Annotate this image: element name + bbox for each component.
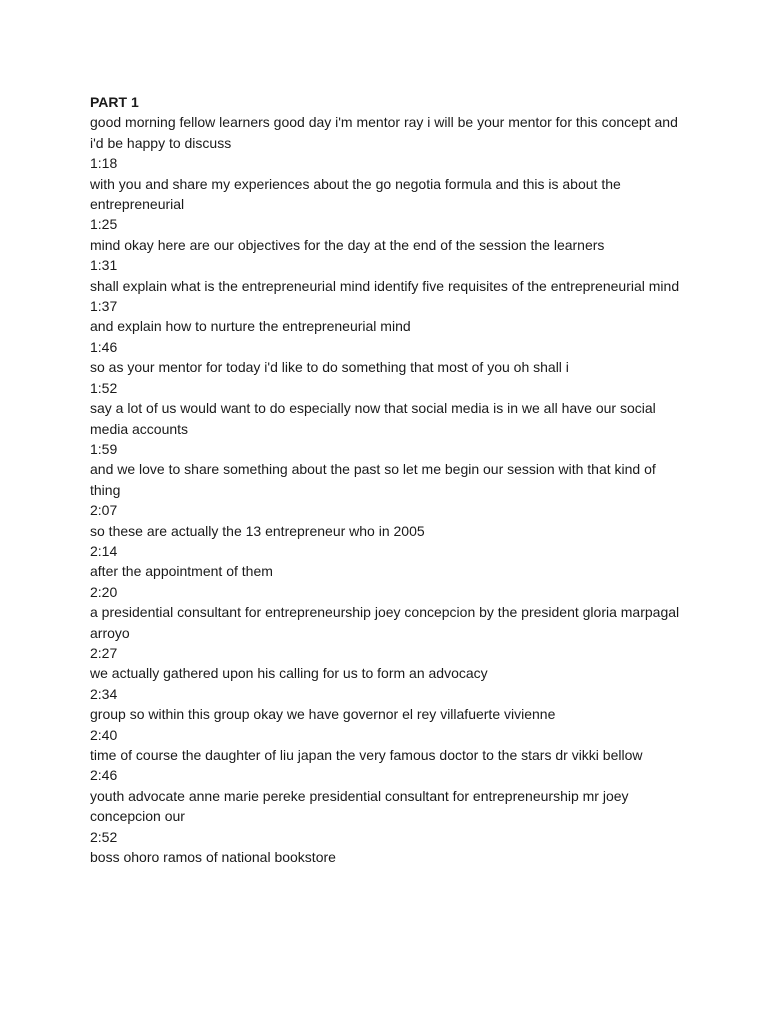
transcript-line: a presidential consultant for entrepreneurship joey concepcion by the president gloria marpagal arroyo: [90, 604, 680, 641]
transcript-line: time of course the daughter of liu japan the very famous doctor to the stars dr vikki bellow: [90, 747, 643, 763]
transcript-line: after the appointment of them: [90, 563, 273, 580]
timestamp: 2:46: [90, 767, 118, 784]
timestamp: 2:27: [90, 644, 118, 661]
transcript-line: boss ohoro ramos of national bookstore: [90, 849, 336, 866]
timestamp: 2:14: [90, 542, 118, 559]
transcript-line: we actually gathered upon his calling for us to form an advocacy: [90, 665, 488, 682]
section-heading: PART 1: [90, 94, 139, 110]
transcript-line: youth advocate anne marie pereke presidential consultant for entrepreneurship mr joey concepcion our: [90, 787, 629, 825]
transcript-line: mind okay here are our objectives for the day at the end of the session the learners: [90, 236, 605, 253]
transcript-line: shall explain what is the entrepreneurial mind identify five requisites of the entrepreneurial mind: [90, 277, 680, 294]
timestamp: 1:59: [90, 440, 118, 457]
timestamp: 1:18: [90, 155, 118, 172]
transcript-line: so these are actually the 13 entrepreneur who in 2005: [90, 522, 425, 539]
timestamp: 1:37: [90, 298, 118, 315]
timestamp: 2:34: [90, 685, 118, 702]
timestamp: 1:31: [90, 257, 118, 274]
timestamp: 1:52: [90, 379, 118, 396]
transcript-line: group so within this group okay we have governor el rey villafuerte vivienne: [90, 706, 556, 723]
transcript-line: and we love to share something about the past so let me begin our session with that kind of thing: [90, 461, 656, 498]
timestamp: 2:40: [90, 726, 118, 743]
transcript-line: good morning fellow learners good day i'm mentor ray i will be your mentor for this concept and i'd be happy to discuss: [90, 114, 678, 151]
timestamp: 2:20: [90, 583, 118, 600]
transcript-line: so as your mentor for today i'd like to do something that most of you oh shall i: [90, 359, 569, 376]
transcript-body: [90, 92, 680, 867]
transcript-line: say a lot of us would want to do especially now that social media is in we all have our social media accounts: [90, 400, 656, 437]
transcript-line: with you and share my experiences about the go negotia formula and this is about the entrepreneurial: [90, 175, 621, 213]
timestamp: 1:46: [90, 338, 118, 355]
timestamp: 2:07: [90, 502, 118, 519]
transcript-line: and explain how to nurture the entrepreneurial mind: [90, 318, 411, 335]
timestamp: 2:52: [90, 828, 118, 845]
timestamp: 1:25: [90, 216, 118, 233]
